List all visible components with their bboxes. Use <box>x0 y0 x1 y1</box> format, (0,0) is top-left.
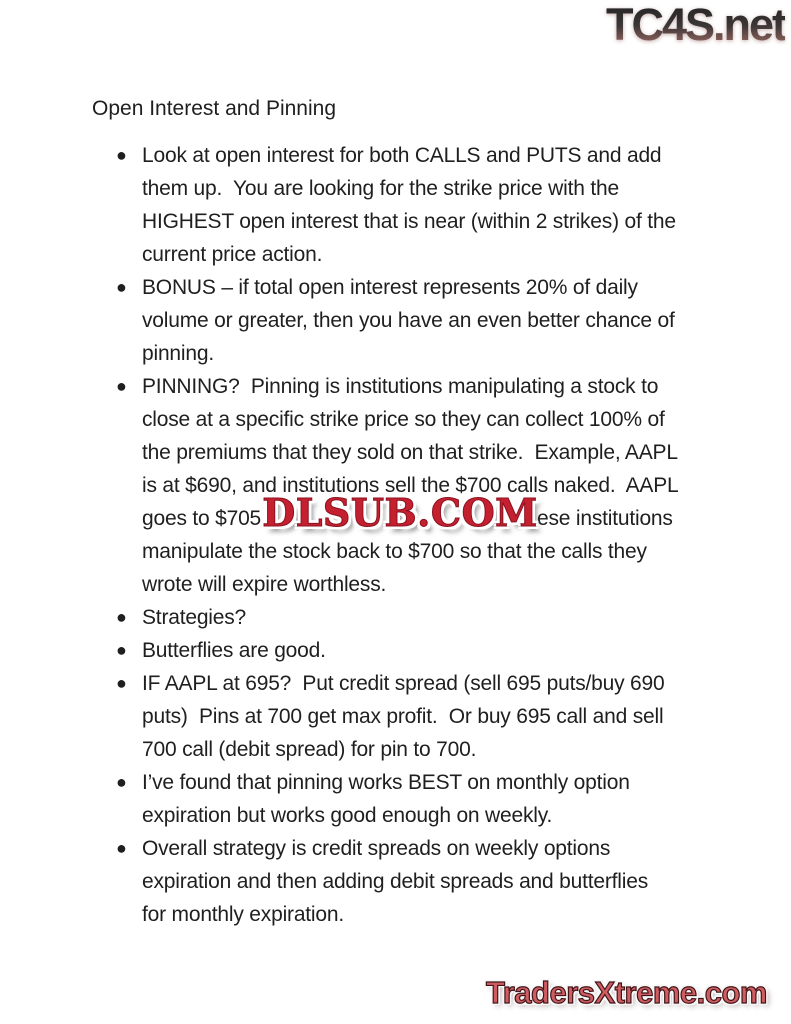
bullet-icon: ● <box>116 145 127 165</box>
text-line: Strategies? <box>142 606 247 629</box>
text-line: for monthly expiration. <box>142 903 344 926</box>
text-line: manipulate the stock back to $700 so that the calls they <box>142 540 647 563</box>
bullet-item <box>116 601 679 634</box>
page-title: Open Interest and Pinning <box>92 97 337 120</box>
bullet-item <box>116 832 679 931</box>
text-line: Look at open interest for both CALLS and PUTS and add <box>142 144 662 167</box>
tc4s-logo: TC4S.net <box>605 0 785 50</box>
text-line: Overall strategy is credit spreads on weekly options <box>142 837 611 860</box>
text-line: current price action. <box>142 243 323 266</box>
bullet-item <box>116 667 679 766</box>
text-line: Butterflies are good. <box>142 639 326 662</box>
text-line: close at a specific strike price so they can collect 100% of <box>142 408 665 431</box>
text-line: IF AAPL at 695? Put credit spread (sell 695 puts/buy 690 <box>142 672 665 695</box>
bullet-icon: ● <box>116 640 127 660</box>
text-segment-left: goes to $705 <box>142 507 262 530</box>
bullet-icon: ● <box>116 277 127 297</box>
bullet-item <box>116 139 679 271</box>
text-line: I’ve found that pinning works BEST on monthly option <box>142 771 630 794</box>
text-segment-right: ese institutions <box>537 507 673 530</box>
text-line: puts) Pins at 700 get max profit. Or buy 695 call and sell <box>142 705 664 728</box>
text-line: expiration and then adding debit spreads and butterflies <box>142 870 648 893</box>
text-line: 700 call (debit spread) for pin to 700. <box>142 738 477 761</box>
text-line: pinning. <box>142 342 214 365</box>
bullet-icon: ● <box>116 772 127 792</box>
tradersxtreme-logo: TradersXtreme.com <box>486 975 767 1010</box>
bullet-item <box>116 370 679 601</box>
bullet-icon: ● <box>116 838 127 858</box>
bullet-item <box>116 634 679 667</box>
text-line: PINNING? Pinning is institutions manipulating a stock to <box>142 375 659 398</box>
text-line: the premiums that they sold on that strike. Example, AAPL <box>142 441 678 464</box>
text-line: them up. You are looking for the strike price with the <box>142 177 619 200</box>
bullet-icon: ● <box>116 376 127 396</box>
bullet-icon: ● <box>116 673 127 693</box>
bullet-item <box>116 271 679 370</box>
text-line: BONUS – if total open interest represents 20% of daily <box>142 276 638 299</box>
dlsub-watermark: DLSUB.COM <box>262 490 538 535</box>
bullet-item <box>116 766 679 832</box>
text-line: expiration but works good enough on weekly. <box>142 804 553 827</box>
text-line: wrote will expire worthless. <box>142 573 387 596</box>
text-line: volume or greater, then you have an even better chance of <box>142 309 675 332</box>
bullet-icon: ● <box>116 607 127 627</box>
text-line: is at $690, and institutions sell the $700 calls naked. AAPL <box>142 474 679 497</box>
text-line: HIGHEST open interest that is near (within 2 strikes) of the <box>142 210 676 233</box>
